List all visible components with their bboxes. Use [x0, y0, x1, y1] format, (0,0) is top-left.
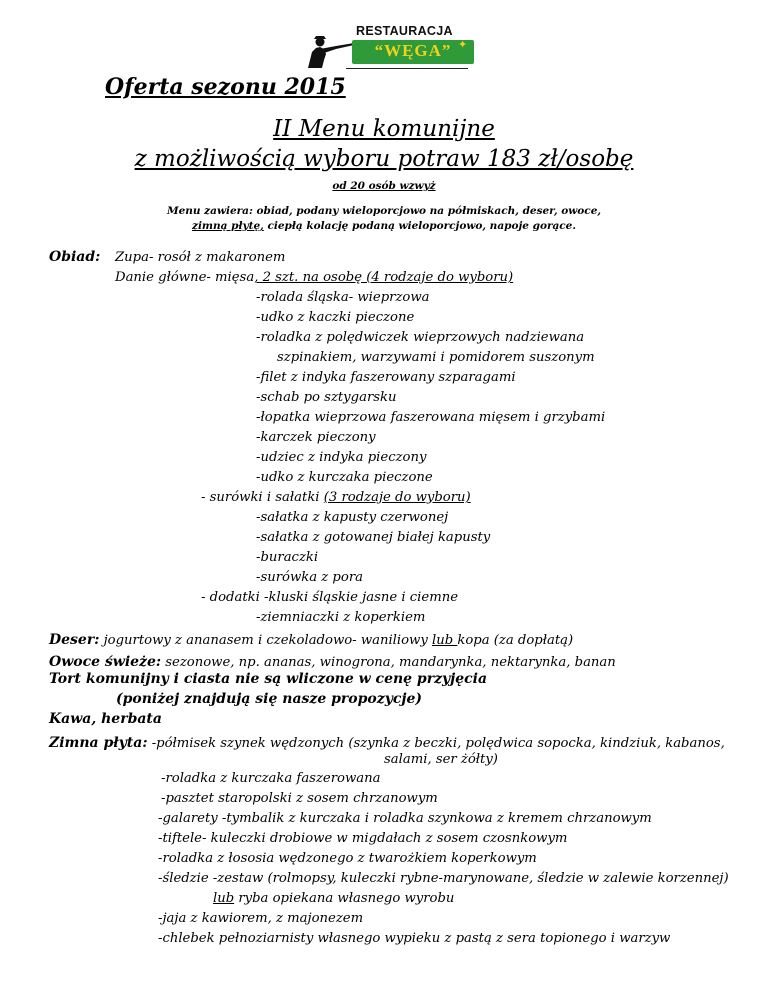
zimna-item: -galarety -tymbalik z kurczaka i roladka szynkowa z kremem chrzanowym: [158, 811, 652, 826]
deser-or: lub: [431, 633, 458, 648]
meat-item: -karczek pieczony: [256, 430, 376, 445]
obiad-label: Obiad:: [49, 249, 101, 265]
owoce-label: Owoce świeże:: [49, 654, 162, 670]
logo-divider: [346, 68, 468, 69]
meat-item: -roladka z polędwiczek wieprzowych nadziewana: [256, 330, 585, 345]
zimna-or: lub: [213, 891, 235, 906]
logo-restauracja-text: RESTAURACJA: [356, 24, 453, 38]
sparkle-icon: ✦: [458, 38, 468, 51]
meat-item-continuation: szpinakiem, warzywami i pomidorem suszonym: [277, 350, 595, 365]
meat-item: -łopatka wieprzowa faszerowana mięsem i grzybami: [256, 410, 606, 425]
sides-line: - dodatki -kluski śląskie jasne i ciemne: [201, 590, 459, 605]
menu-price-subtitle: z możliwością wyboru potraw 183 zł/osobę: [134, 146, 634, 172]
menu-includes-line2: [0, 220, 768, 232]
zimna-item: -śledzie -zestaw (rolmopsy, kuleczki rybne-marynowane, śledzie w zalewie korzennej): [158, 871, 729, 886]
deser-text-a: jogurtowy z ananasem i czekoladowo- waniliowy: [99, 633, 432, 648]
kawa-herbata: Kawa, herbata: [49, 711, 162, 727]
zimna-item: -roladka z kurczaka faszerowana: [161, 771, 381, 786]
zimna-item: -jaja z kawiorem, z majonezem: [158, 911, 364, 926]
deser-text-b: kopa (za dopłatą): [457, 633, 574, 648]
salad-item: -sałatka z kapusty czerwonej: [256, 510, 449, 525]
deser-label: Deser:: [49, 632, 100, 648]
meat-item: -schab po sztygarsku: [256, 390, 397, 405]
zimna-item: -tiftele- kuleczki drobiowe w migdałach z sosem czosnkowym: [158, 831, 568, 846]
hunter-silhouette-icon: [306, 30, 356, 70]
zimna-fish: ryba opiekana własnego wyrobu: [234, 891, 455, 906]
owoce-row: [49, 651, 616, 670]
owoce-text: sezonowe, np. ananas, winogrona, mandarynka, nektarynka, banan: [161, 655, 616, 670]
zimna-item: -chlebek pełnoziarnisty własnego wypieku z pastą z sera topionego i warzyw: [158, 931, 671, 946]
season-offer-heading: Oferta sezonu 2015: [105, 74, 346, 100]
zimna-item: -roladka z łososia wędzonego z twarożkiem koperkowym: [158, 851, 537, 866]
logo-wega-text: “WĘGA”: [374, 41, 452, 60]
restaurant-logo: [306, 24, 476, 72]
zimna-fish-alternative: [213, 891, 454, 906]
obiad-soup: Zupa- rosół z makaronem: [115, 250, 286, 265]
meat-item: -udko z kaczki pieczone: [256, 310, 415, 325]
includes-rest: ciepłą kolację podaną wieloporcjowo, napoje gorące.: [263, 220, 577, 232]
tort-proposals-note: (poniżej znajdują się nasze propozycje): [116, 691, 422, 707]
sides-extra: -ziemniaczki z koperkiem: [256, 610, 426, 625]
salads-choice: (3 rodzaje do wyboru): [323, 490, 471, 505]
salad-item: -surówka z pora: [256, 570, 363, 585]
meat-item: -udziec z indyka pieczony: [256, 450, 427, 465]
obiad-main-course: [115, 270, 513, 285]
meat-item: -rolada śląska- wieprzowa: [256, 290, 430, 305]
includes-underlined-part: zimną płytę,: [191, 220, 264, 232]
minimum-guests-note: od 20 osób wzwyż: [332, 180, 436, 192]
salad-item: -buraczki: [256, 550, 319, 565]
menu-includes-line1: Menu zawiera: obiad, podany wieloporcjowo na półmiskach, deser, owoce,: [166, 205, 602, 217]
zimna-first-item: -półmisek szynek wędzonych (szynka z beczki, polędwica sopocka, kindziuk, kabanos,: [147, 736, 725, 751]
deser-row: [49, 629, 573, 648]
main-course-choice: , 2 szt. na osobę (4 rodzaje do wyboru): [254, 270, 514, 285]
tort-note: Tort komunijny i ciasta nie są wliczone w cenę przyjęcia: [49, 671, 488, 687]
salads-heading: [201, 490, 471, 505]
zimna-item: -pasztet staropolski z sosem chrzanowym: [161, 791, 438, 806]
zimna-plyta-label: Zimna płyta:: [49, 735, 148, 751]
zimna-first-item-cont: salami, ser żółty): [384, 752, 498, 767]
zimna-plyta-row: [49, 732, 725, 751]
menu-title: II Menu komunijne: [273, 116, 495, 142]
salads-prefix: - surówki i sałatki: [201, 490, 324, 505]
meat-item: -filet z indyka faszerowany szparagami: [256, 370, 516, 385]
salad-item: -sałatka z gotowanej białej kapusty: [256, 530, 491, 545]
meat-item: -udko z kurczaka pieczone: [256, 470, 433, 485]
main-course-prefix: Danie główne- mięsa: [115, 270, 255, 285]
